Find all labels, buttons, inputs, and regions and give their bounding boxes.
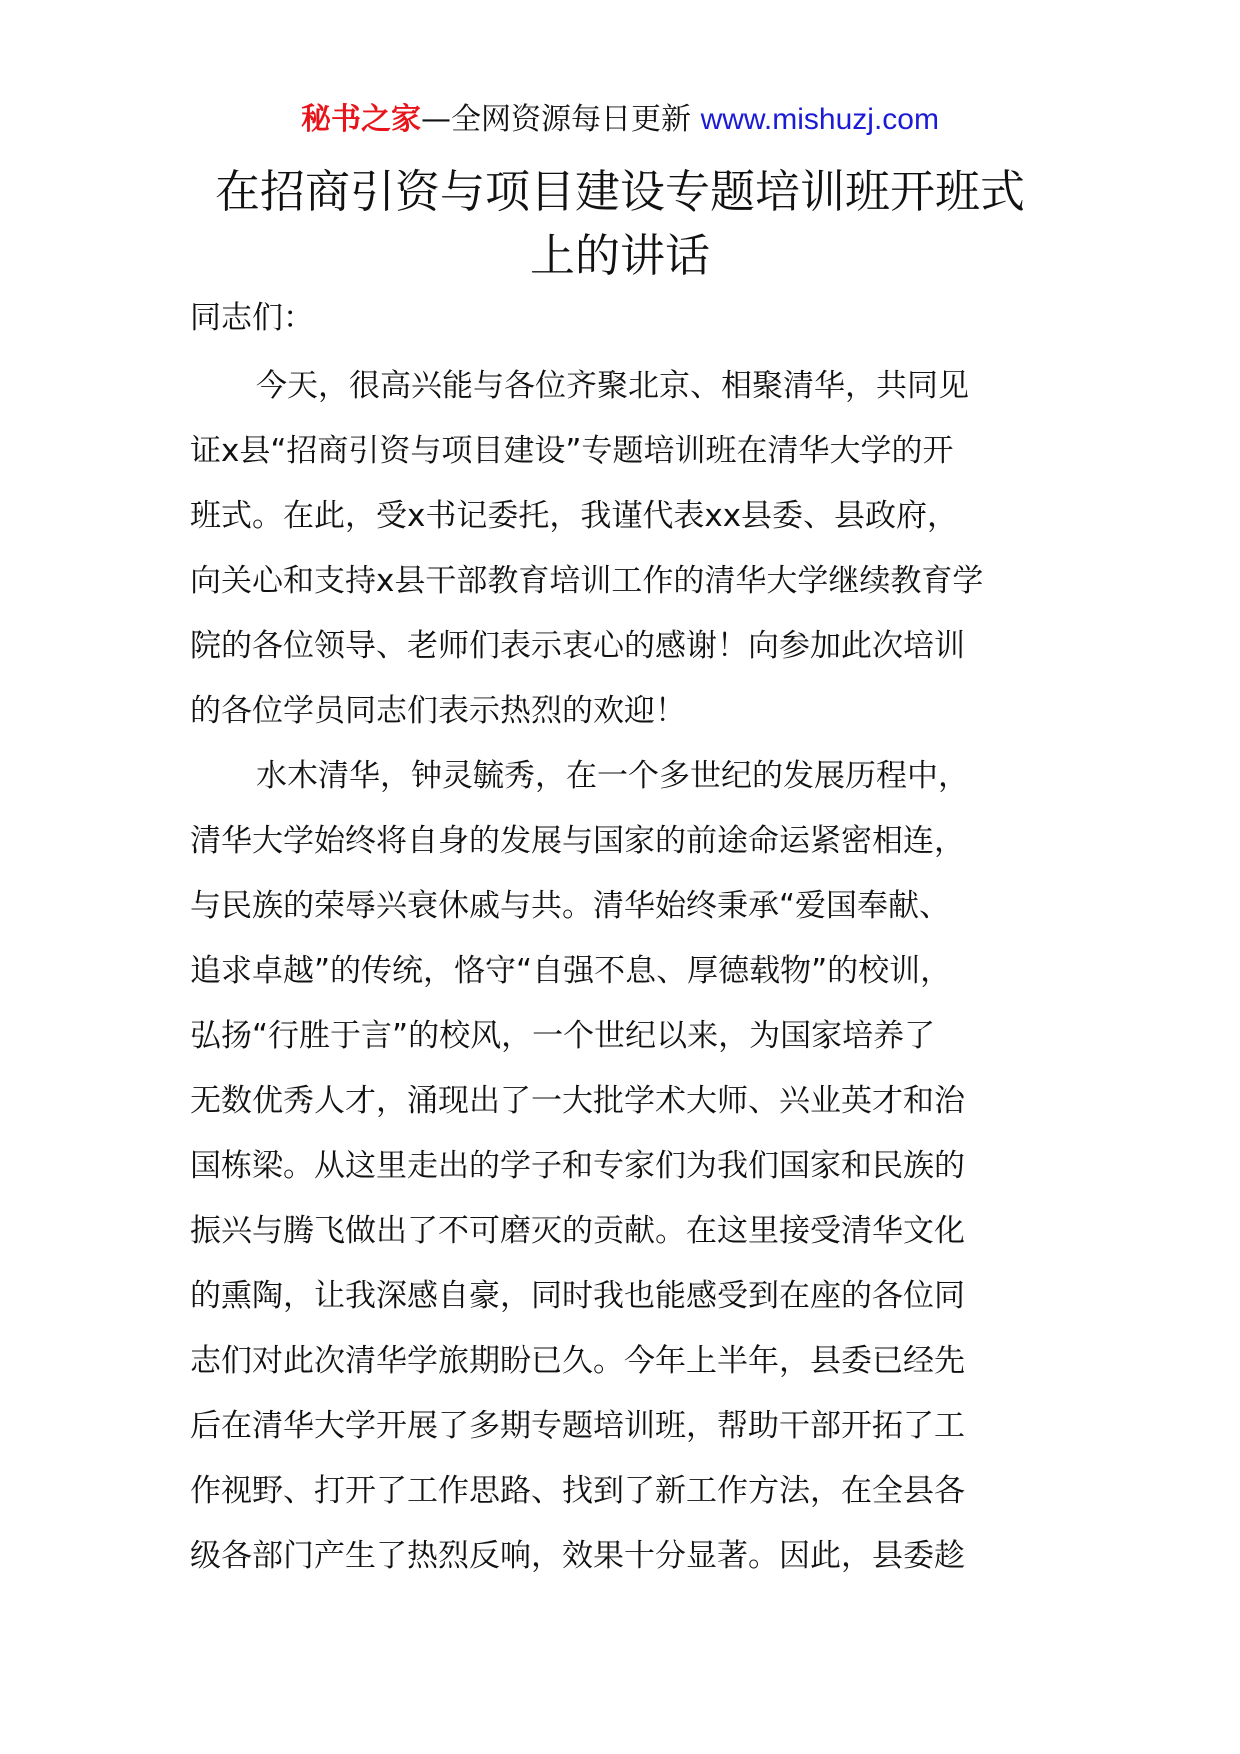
document-title [150, 160, 1090, 288]
paragraph-line: 追求卓越”的传统，恪守“自强不息、厚德载物”的校训， [190, 953, 952, 989]
paragraph-line: 班式。在此，受x书记委托，我谨代表xx县委、县政府， [190, 498, 959, 534]
paragraph-line: 的熏陶，让我深感自豪，同时我也能感受到在座的各位同 [190, 1278, 965, 1314]
paragraph-1 [190, 354, 1070, 744]
paragraph-line: 证x县“招商引资与项目建设”专题培训班在清华大学的开 [190, 433, 954, 469]
site-banner [0, 98, 1240, 142]
paragraph-line: 国栋梁。从这里走出的学子和专家们为我们国家和民族的 [190, 1148, 965, 1184]
paragraph-line: 后在清华大学开展了多期专题培训班，帮助干部开拓了工 [190, 1408, 965, 1444]
paragraph-line: 无数优秀人才，涌现出了一大批学术大师、兴业英才和治 [190, 1083, 965, 1119]
salutation: 同志们： [190, 300, 314, 336]
paragraph-line: 作视野、打开了工作思路、找到了新工作方法，在全县各 [190, 1473, 965, 1509]
banner-brand: 秘书之家 [301, 102, 422, 137]
title-line-1: 在招商引资与项目建设专题培训班开班式 [214, 165, 1025, 218]
title-line-2: 上的讲话 [529, 229, 710, 282]
banner-url-link[interactable]: www.mishuzj.com [700, 103, 939, 136]
paragraph-line: 志们对此次清华学旅期盼已久。今年上半年，县委已经先 [190, 1343, 965, 1379]
banner-slogan: —全网资源每日更新 [421, 102, 701, 137]
paragraph-line: 今天，很高兴能与各位齐聚北京、相聚清华，共同见 [256, 368, 969, 404]
paragraph-line: 的各位学员同志们表示热烈的欢迎！ [190, 693, 686, 729]
paragraph-line: 向关心和支持x县干部教育培训工作的清华大学继续教育学 [190, 563, 984, 599]
paragraph-line: 水木清华，钟灵毓秀，在一个多世纪的发展历程中， [256, 758, 969, 794]
paragraph-line: 院的各位领导、老师们表示衷心的感谢！向参加此次培训 [190, 628, 965, 664]
paragraph-line: 振兴与腾飞做出了不可磨灭的贡献。在这里接受清华文化 [190, 1213, 965, 1249]
paragraph-line: 弘扬“行胜于言”的校风，一个世纪以来，为国家培养了 [190, 1018, 936, 1054]
paragraph-line: 清华大学始终将自身的发展与国家的前途命运紧密相连， [190, 823, 965, 859]
paragraph-line: 与民族的荣辱兴衰休戚与共。清华始终秉承“爱国奉献、 [190, 888, 951, 924]
paragraph-line: 级各部门产生了热烈反响，效果十分显著。因此，县委趁 [190, 1538, 965, 1574]
paragraph-2 [190, 744, 1070, 1589]
